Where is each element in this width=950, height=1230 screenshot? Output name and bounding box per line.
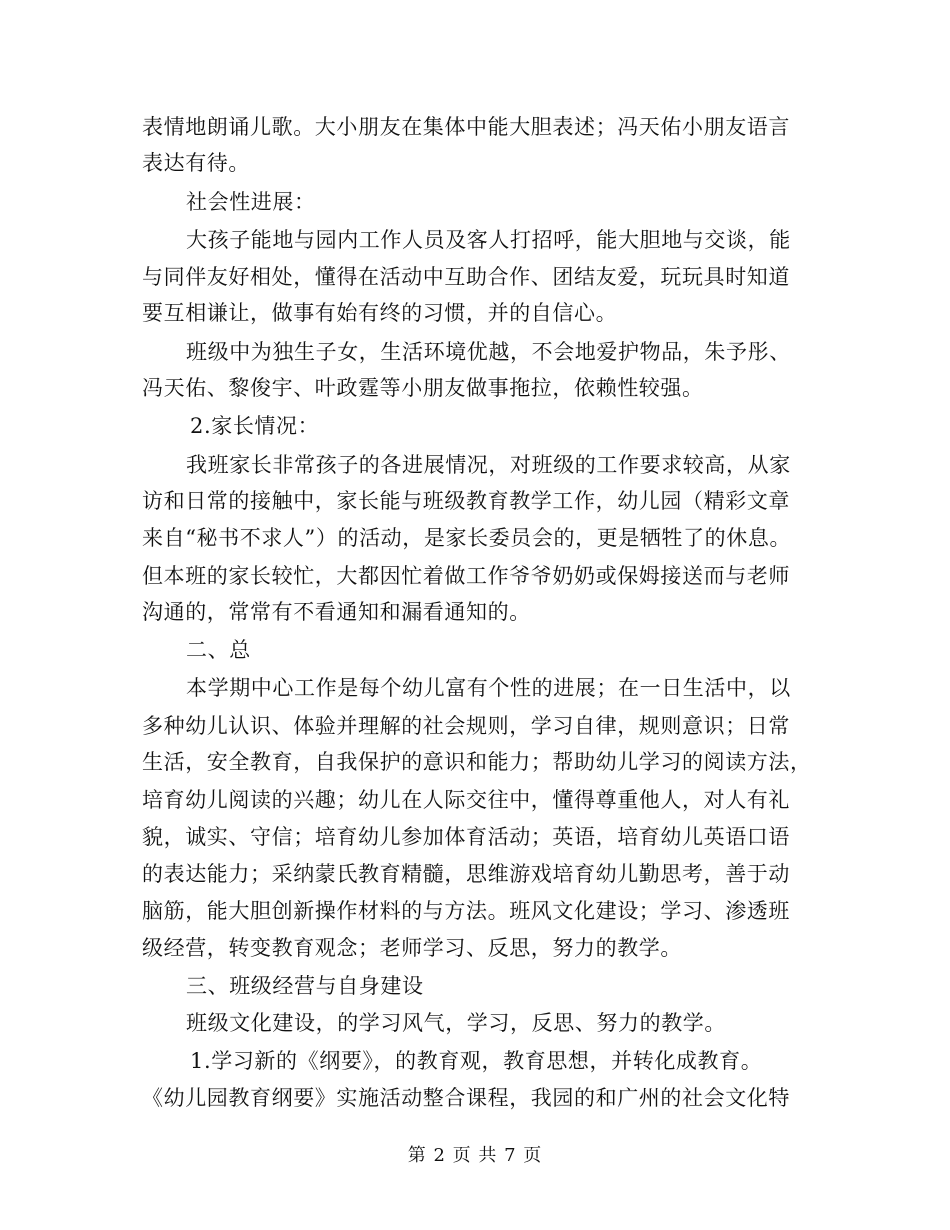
body-text-line: 表情地朗诵儿歌。大小朋友在集体中能大胆表述；冯天佑小朋友语言 — [142, 115, 790, 139]
body-text-line: 要互相谦让，做事有始有终的习惯，并的自信心。 — [142, 301, 618, 325]
body-text-line: 访和日常的接触中，家长能与班级教育教学工作，幼儿园（精彩文章 — [142, 489, 790, 513]
body-text-line: 脑筋，能大胆创新操作材料的与方法。班风文化建设；学习、渗透班 — [142, 899, 790, 923]
page-number-footer: 第 2 页 共 7 页 — [407, 1145, 543, 1166]
body-text-line: 貌，诚实、守信；培育幼儿参加体育活动；英语，培育幼儿英语口语 — [142, 825, 790, 849]
body-text-line: 本学期中心工作是每个幼儿富有个性的进展；在一日生活中，以 — [186, 676, 791, 700]
body-text-line: 沟通的，常常有不看通知和漏看通知的。 — [142, 600, 531, 624]
body-text-line: 的表达能力；采纳蒙氏教育精髓，思维游戏培育幼儿勤思考，善于动 — [142, 862, 790, 886]
body-text-line: 多种幼儿认识、体验并理解的社会规则，学习自律，规则意识；日常 — [142, 714, 790, 738]
body-text-line: 表达有待。 — [142, 151, 250, 175]
body-text-line: 1.学习新的《纲要》，的教育观，教育思想，并转化成教育。 — [190, 1049, 763, 1073]
body-text-line: 但本班的家长较忙，大都因忙着做工作爷爷奶奶或保姆接送而与老师 — [142, 564, 790, 588]
section-heading: 三、班级经营与自身建设 — [186, 974, 424, 998]
body-text-line: 班级文化建设，的学习风气，学习，反思、努力的教学。 — [186, 1011, 726, 1035]
body-text-line: 大孩子能地与园内工作人员及客人打招呼，能大胆地与交谈，能 — [186, 228, 791, 252]
body-text-line: 冯天佑、黎俊宇、叶政霆等小朋友做事拖拉，依赖性较强。 — [142, 376, 704, 400]
body-text-line: 来自“秘书不求人”）的活动，是家长委员会的，更是牺牲了的休息。 — [142, 526, 792, 550]
body-text-line: 《幼儿园教育纲要》实施活动整合课程，我园的和广州的社会文化特 — [142, 1086, 790, 1110]
body-text-line: 班级中为独生子女，生活环境优越，不会地爱护物品，朱予彤、 — [186, 340, 791, 364]
body-text-line: 我班家长非常孩子的各进展情况，对班级的工作要求较高，从家 — [186, 453, 791, 477]
body-text-line: 与同伴友好相处，懂得在活动中互助合作、团结友爱，玩玩具时知道 — [142, 265, 790, 289]
section-heading: 2.家长情况： — [190, 414, 320, 438]
body-text-line: 培育幼儿阅读的兴趣；幼儿在人际交往中，懂得尊重他人，对人有礼 — [142, 788, 790, 812]
body-text-line: 级经营，转变教育观念；老师学习、反思，努力的教学。 — [142, 936, 682, 960]
section-heading: 二、总 — [186, 638, 251, 662]
section-heading: 社会性进展： — [186, 190, 316, 214]
body-text-line: 生活，安全教育，自我保护的意识和能力；帮助幼儿学习的阅读方法， — [142, 750, 812, 774]
